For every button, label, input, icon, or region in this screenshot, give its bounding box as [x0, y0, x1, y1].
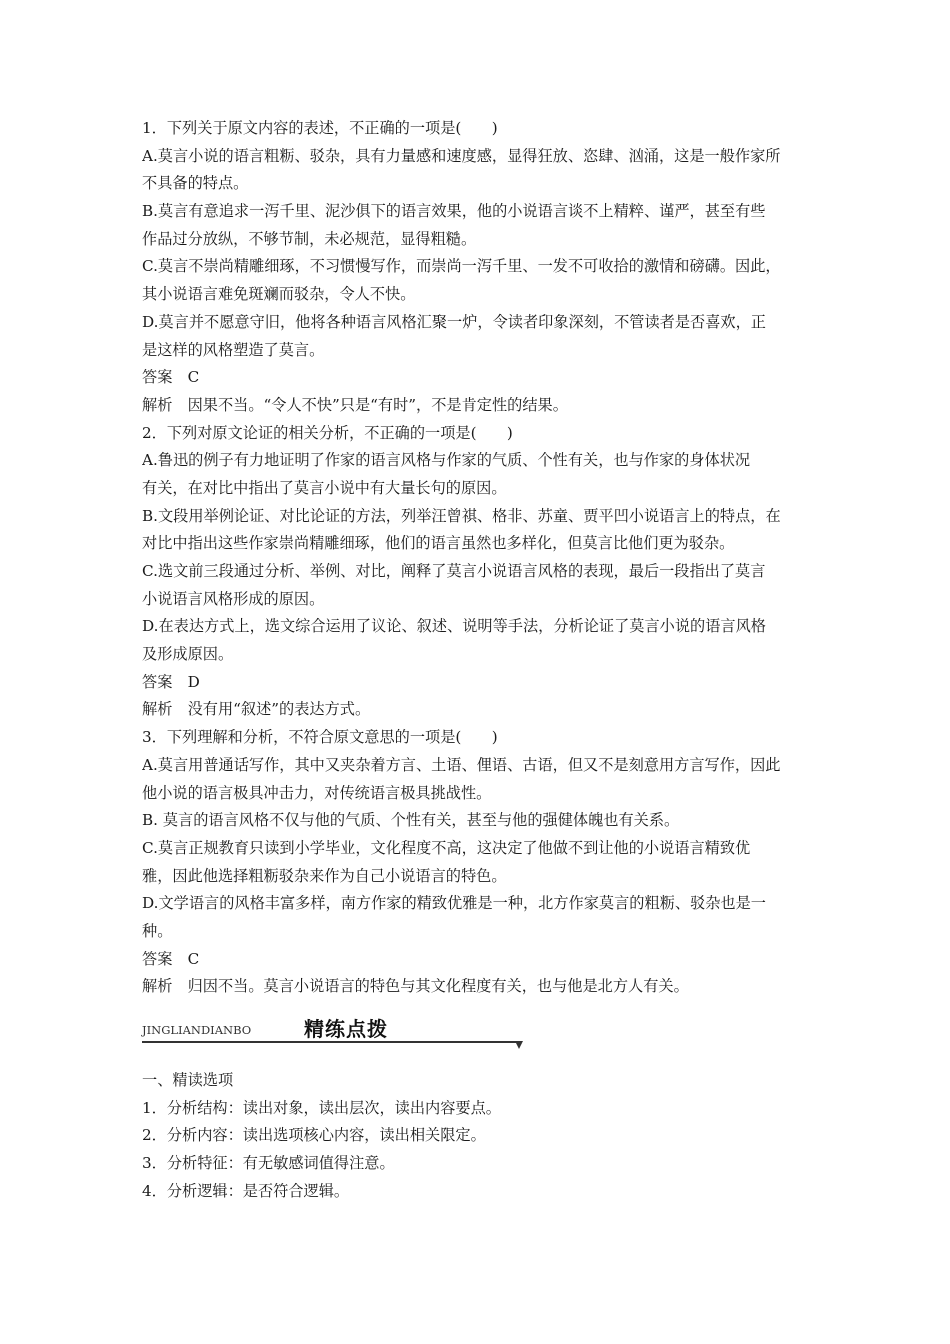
option-c: C.选文前三段通过分析、举例、对比，阐释了莫言小说语言风格的表现，最后一段指出了莫言	[142, 562, 766, 580]
tip-item: 2．分析内容：读出选项核心内容，读出相关限定。	[142, 1126, 486, 1145]
option-a-cont: 他小说的语言极具冲击力，对传统语言极具挑战性。	[142, 783, 492, 802]
question-stem: 1．下列关于原文内容的表述，不正确的一项是( )	[142, 119, 498, 137]
option-b: B.莫言有意追求一泻千里、泥沙俱下的语言效果，他的小说语言谈不上精粹、谨严，甚至有些	[142, 202, 766, 221]
option-b: B. 莫言的语言风格不仅与他的气质、个性有关，甚至与他的强健体魄也有关系。	[142, 811, 680, 830]
option-c-cont: 其小说语言难免斑斓而驳杂，令人不快。	[142, 285, 416, 304]
option-c: C.莫言正规教育只读到小学毕业，文化程度不高，这决定了他做不到让他的小说语言精致优	[142, 838, 751, 857]
option-d-cont: 是这样的风格塑造了莫言。	[142, 340, 325, 359]
option-b: B.文段用举例论证、对比论证的方法，列举汪曾祺、格非、苏童、贾平凹小说语言上的特点，在	[142, 506, 781, 525]
tips-list	[142, 1067, 814, 1205]
option-a: A.莫言用普通话写作，其中又夹杂着方言、土语、俚语、古语，但又不是刻意用方言写作，因此	[142, 755, 781, 774]
option-a-cont: 有关，在对比中指出了莫言小说中有大量长句的原因。	[142, 478, 507, 497]
answer: 答案 C	[142, 368, 200, 387]
tips-heading: 一、精读选项	[142, 1071, 234, 1089]
option-d: D.在表达方式上，选文综合运用了议论、叙述、说明等手法，分析论证了莫言小说的语言风格	[142, 617, 766, 636]
analysis: 解析 归因不当。莫言小说语言的特色与其文化程度有关，也与他是北方人有关。	[142, 977, 689, 996]
option-d: D.莫言并不愿意守旧，他将各种语言风格汇聚一炉，令读者印象深刻，不管读者是否喜欢，正	[142, 312, 766, 331]
answer: 答案 D	[142, 672, 200, 691]
question-1	[142, 115, 814, 420]
option-a: A.莫言小说的语言粗粝、驳杂，具有力量感和速度感，显得狂放、恣肆、汹涌，这是一般作家所	[142, 146, 781, 165]
question-3	[142, 724, 814, 1001]
section-title: 精练点拨	[304, 1017, 388, 1041]
tip-item: 3．分析特征：有无敏感词值得注意。	[142, 1154, 395, 1173]
tip-item: 1．分析结构：读出对象，读出层次，读出内容要点。	[142, 1098, 501, 1117]
analysis: 解析 因果不当。“令人不快”只是“有时”，不是肯定性的结果。	[142, 395, 568, 414]
option-c-cont: 小说语言风格形成的原因。	[142, 589, 325, 608]
option-b-cont: 对比中指出这些作家崇尚精雕细琢，他们的语言虽然也多样化，但莫言比他们更为驳杂。	[142, 534, 735, 553]
option-a-cont: 不具备的特点。	[142, 174, 249, 193]
section-header	[142, 1007, 814, 1055]
option-d-cont: 种。	[142, 921, 173, 940]
analysis: 解析 没有用“叙述”的表达方式。	[142, 700, 371, 719]
option-c-cont: 雅，因此他选择粗粝驳杂来作为自己小说语言的特色。	[142, 866, 507, 885]
tip-item: 4．分析逻辑：是否符合逻辑。	[142, 1181, 350, 1200]
option-d: D.文学语言的风格丰富多样，南方作家的精致优雅是一种，北方作家莫言的粗粝、驳杂也是一	[142, 894, 766, 913]
triangle-down-icon	[515, 1041, 523, 1049]
option-c: C.莫言不崇尚精雕细琢，不习惯慢写作，而崇尚一泻千里、一发不可收拾的激情和磅礴。因此，	[142, 257, 781, 276]
question-stem: 3．下列理解和分析，不符合原文意思的一项是( )	[142, 728, 498, 747]
option-b-cont: 作品过分放纵，不够节制，未必规范，显得粗糙。	[142, 229, 477, 248]
option-d-cont: 及形成原因。	[142, 645, 234, 664]
answer: 答案 C	[142, 949, 200, 968]
document-page	[142, 115, 814, 1205]
section-rule	[142, 1041, 517, 1043]
question-stem: 2．下列对原文论证的相关分析，不正确的一项是( )	[142, 423, 513, 442]
section-pinyin: JINGLIANDIANBO	[142, 1023, 252, 1037]
option-a: A.鲁迅的例子有力地证明了作家的语言风格与作家的气质、个性有关，也与作家的身体状况	[142, 451, 751, 470]
question-2	[142, 420, 814, 725]
